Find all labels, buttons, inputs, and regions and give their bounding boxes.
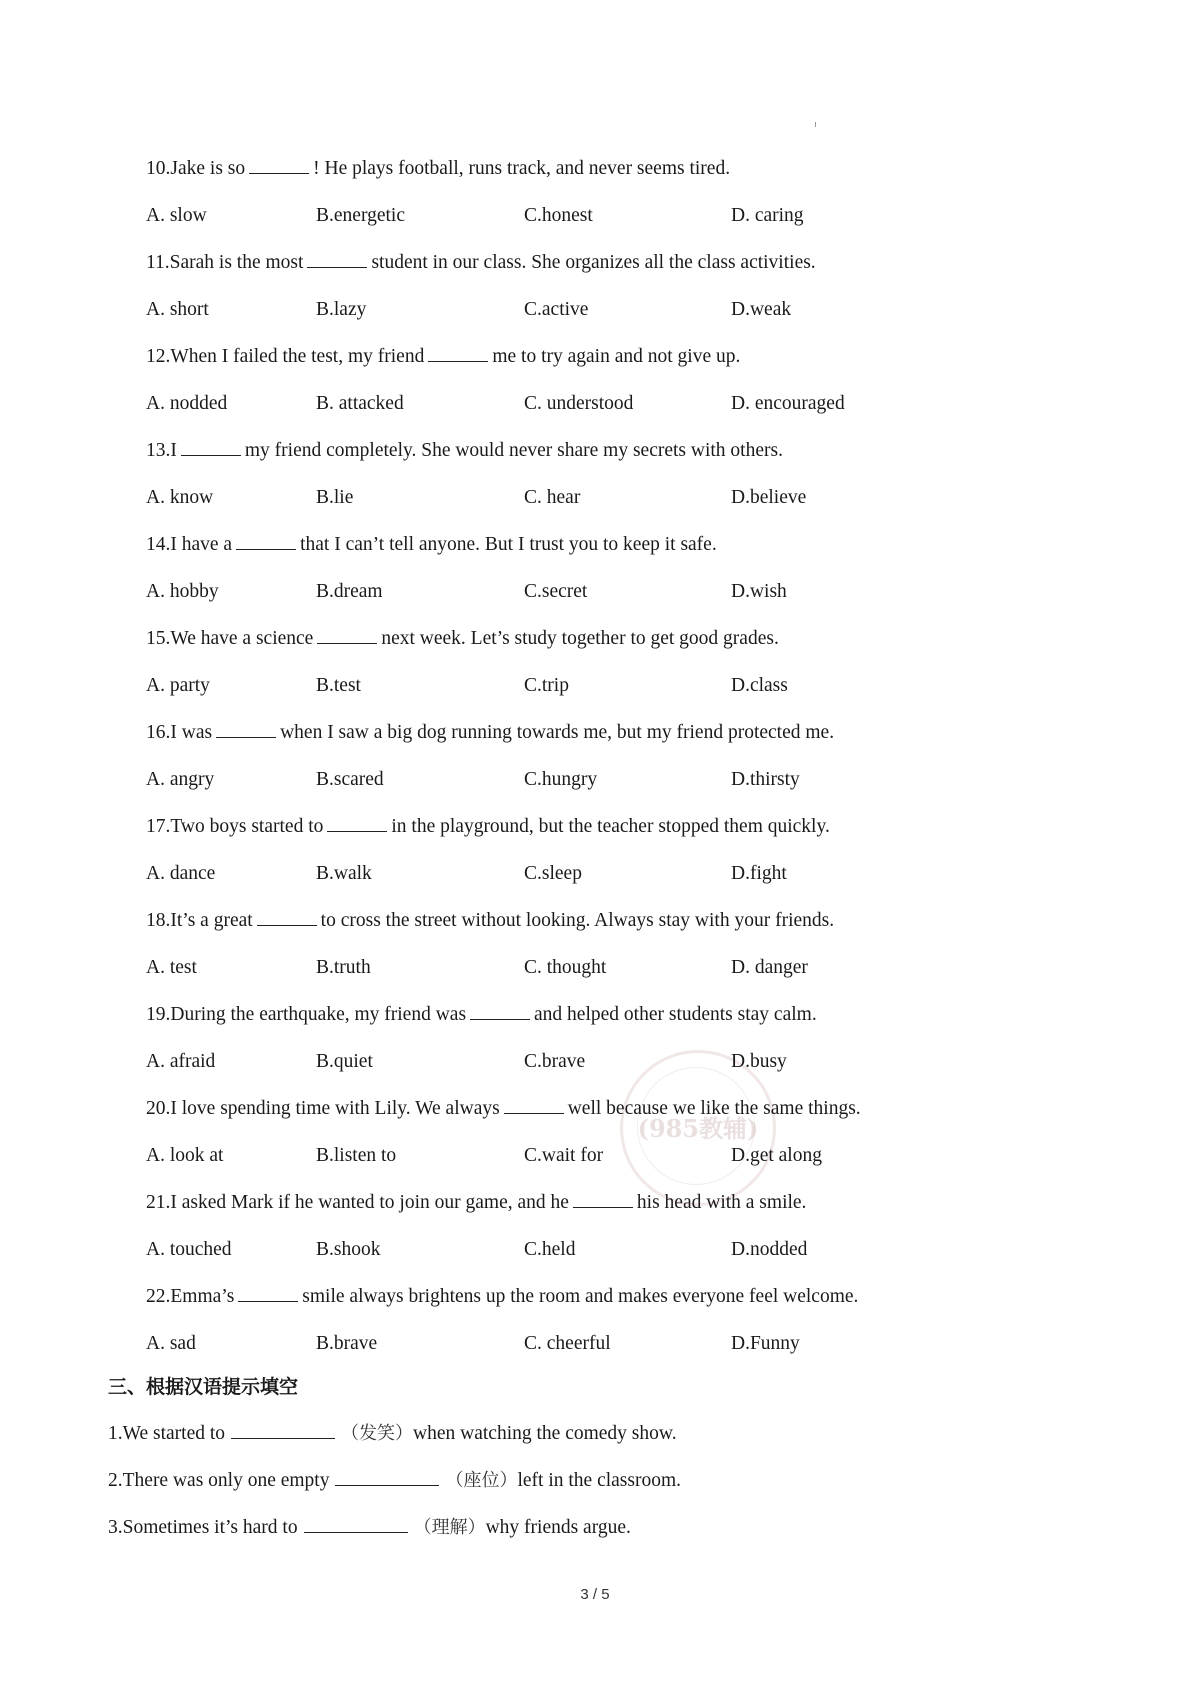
question-text-after: when I saw a big dog running towards me, but my friend protected me.: [280, 722, 835, 743]
option-d[interactable]: D.believe: [731, 487, 807, 508]
question-text-after: ! He plays football, runs track, and never seems tired.: [313, 158, 731, 179]
option-d[interactable]: D.nodded: [731, 1239, 808, 1260]
answer-blank[interactable]: [428, 341, 488, 362]
question-stem: [146, 427, 1046, 474]
option-a[interactable]: A. slow: [146, 205, 207, 226]
question-text-before: 16.I was: [146, 722, 213, 743]
question-stem: [146, 709, 1046, 756]
option-b[interactable]: B.quiet: [316, 1051, 373, 1072]
question-stem: [146, 333, 1046, 380]
question-stem: [146, 239, 1046, 286]
option-d[interactable]: D.fight: [731, 863, 787, 884]
option-b[interactable]: B.test: [316, 675, 361, 696]
fill-text-before: 2.There was only one empty: [108, 1470, 330, 1491]
answer-blank[interactable]: [335, 1465, 439, 1486]
answer-blank[interactable]: [249, 153, 309, 174]
option-b[interactable]: B.lie: [316, 487, 354, 508]
option-a[interactable]: A. afraid: [146, 1051, 216, 1072]
option-d[interactable]: D.weak: [731, 299, 792, 320]
answer-blank[interactable]: [327, 811, 387, 832]
question-text-after: next week. Let’s study together to get good grades.: [381, 628, 779, 649]
options-row: [146, 1038, 1046, 1085]
chinese-hint: （发笑）: [341, 1423, 414, 1444]
question-text-after: well because we like the same things.: [567, 1098, 861, 1119]
option-c[interactable]: C.trip: [524, 675, 569, 696]
option-a[interactable]: A. short: [146, 299, 209, 320]
question-text-before: 20.I love spending time with Lily. We always: [146, 1098, 500, 1119]
answer-blank[interactable]: [231, 1418, 335, 1439]
options-row: [146, 944, 1046, 991]
margin-mark: [815, 122, 816, 127]
fill-in-list: [108, 1410, 1008, 1551]
option-d[interactable]: D.busy: [731, 1051, 787, 1072]
question-text-after: and helped other students stay calm.: [534, 1004, 817, 1025]
fill-item: [108, 1410, 1008, 1457]
answer-blank[interactable]: [504, 1093, 564, 1114]
option-d[interactable]: D.wish: [731, 581, 787, 602]
option-d[interactable]: D.get along: [731, 1145, 822, 1166]
option-b[interactable]: B.scared: [316, 769, 384, 790]
question-text-before: 12.When I failed the test, my friend: [146, 346, 425, 367]
question-text-before: 18.It’s a great: [146, 910, 253, 931]
chinese-hint: （理解）: [413, 1517, 486, 1538]
option-c[interactable]: C.wait for: [524, 1145, 604, 1166]
question-text-before: 22.Emma’s: [146, 1286, 235, 1307]
option-b[interactable]: B.energetic: [316, 205, 405, 226]
fill-text-before: 1.We started to: [108, 1423, 226, 1444]
answer-blank[interactable]: [216, 717, 276, 738]
option-c[interactable]: C. thought: [524, 957, 607, 978]
option-a[interactable]: A. know: [146, 487, 214, 508]
section-heading: 三、根据汉语提示填空: [108, 1376, 299, 1398]
option-b[interactable]: B.shook: [316, 1239, 381, 1260]
question-text-after: his head with a smile.: [636, 1192, 807, 1213]
question-stem: [146, 521, 1046, 568]
answer-blank[interactable]: [304, 1512, 408, 1533]
question-list: [146, 145, 1046, 1367]
option-b[interactable]: B.listen to: [316, 1145, 397, 1166]
options-row: [146, 380, 1046, 427]
option-c[interactable]: C.honest: [524, 205, 593, 226]
option-b[interactable]: B.walk: [316, 863, 372, 884]
options-row: [146, 756, 1046, 803]
option-b[interactable]: B.lazy: [316, 299, 367, 320]
options-row: [146, 662, 1046, 709]
option-b[interactable]: B. attacked: [316, 393, 404, 414]
option-d[interactable]: D.thirsty: [731, 769, 800, 790]
option-a[interactable]: A. touched: [146, 1239, 232, 1260]
question-text-before: 11.Sarah is the most: [146, 252, 304, 273]
question-stem: [146, 1085, 1046, 1132]
question-stem: [146, 803, 1046, 850]
option-a[interactable]: A. nodded: [146, 393, 228, 414]
watermark-text: (985教辅): [637, 1114, 759, 1143]
chinese-hint: （座位）: [445, 1470, 518, 1491]
option-a[interactable]: A. sad: [146, 1333, 196, 1354]
question-text-after: student in our class. She organizes all the class activities.: [371, 252, 816, 273]
option-a[interactable]: A. angry: [146, 769, 215, 790]
fill-item: [108, 1457, 1008, 1504]
fill-text-before: 3.Sometimes it’s hard to: [108, 1517, 298, 1538]
fill-text-after: left in the classroom.: [517, 1470, 682, 1491]
option-c[interactable]: C.held: [524, 1239, 576, 1260]
option-d[interactable]: D. danger: [731, 957, 808, 978]
options-row: [146, 1320, 1046, 1367]
question-text-after: my friend completely. She would never share my secrets with others.: [244, 440, 783, 461]
question-stem: [146, 145, 1046, 192]
question-text-before: 14.I have a: [146, 534, 233, 555]
question-text-after: smile always brightens up the room and makes everyone feel welcome.: [302, 1286, 859, 1307]
option-b[interactable]: B.brave: [316, 1333, 378, 1354]
options-row: [146, 192, 1046, 239]
options-row: [146, 474, 1046, 521]
options-row: [146, 850, 1046, 897]
options-row: [146, 568, 1046, 615]
option-b[interactable]: B.dream: [316, 581, 383, 602]
option-a[interactable]: A. dance: [146, 863, 216, 884]
question-stem: [146, 1273, 1046, 1320]
question-text-before: 21.I asked Mark if he wanted to join our game, and he: [146, 1192, 569, 1213]
options-row: [146, 1132, 1046, 1179]
question-stem: [146, 1179, 1046, 1226]
question-text-after: to cross the street without looking. Always stay with your friends.: [320, 910, 835, 931]
option-d[interactable]: D.Funny: [731, 1333, 800, 1354]
option-a[interactable]: A. party: [146, 675, 210, 696]
option-d[interactable]: D. caring: [731, 205, 804, 226]
answer-blank[interactable]: [573, 1187, 633, 1208]
option-a[interactable]: A. test: [146, 957, 197, 978]
option-c[interactable]: C. cheerful: [524, 1333, 611, 1354]
fill-text-after: why friends argue.: [485, 1517, 631, 1538]
answer-blank[interactable]: [181, 435, 241, 456]
option-c[interactable]: C.sleep: [524, 863, 582, 884]
question-text-before: 10.Jake is so: [146, 158, 246, 179]
option-c[interactable]: C. hear: [524, 487, 581, 508]
answer-blank[interactable]: [238, 1281, 298, 1302]
option-d[interactable]: D.class: [731, 675, 788, 696]
answer-blank[interactable]: [470, 999, 530, 1020]
question-text-before: 17.Two boys started to: [146, 816, 324, 837]
question-text-before: 19.During the earthquake, my friend was: [146, 1004, 467, 1025]
page-number: 3 / 5: [580, 1586, 610, 1603]
fill-text-after: when watching the comedy show.: [413, 1423, 677, 1444]
option-c[interactable]: C.brave: [524, 1051, 586, 1072]
question-stem: [146, 991, 1046, 1038]
question-text-before: 13.I: [146, 440, 177, 461]
option-b[interactable]: B.truth: [316, 957, 371, 978]
question-stem: [146, 897, 1046, 944]
option-d[interactable]: D. encouraged: [731, 393, 845, 414]
option-c[interactable]: C.secret: [524, 581, 588, 602]
options-row: [146, 286, 1046, 333]
question-text-after: me to try again and not give up.: [492, 346, 741, 367]
option-c[interactable]: C. understood: [524, 393, 634, 414]
option-c[interactable]: C.active: [524, 299, 589, 320]
question-text-after: in the playground, but the teacher stopped them quickly.: [391, 816, 830, 837]
question-stem: [146, 615, 1046, 662]
answer-blank[interactable]: [257, 905, 317, 926]
option-c[interactable]: C.hungry: [524, 769, 598, 790]
answer-blank[interactable]: [236, 529, 296, 550]
fill-item: [108, 1504, 1008, 1551]
question-text-before: 15.We have a science: [146, 628, 314, 649]
option-a[interactable]: A. look at: [146, 1145, 224, 1166]
options-row: [146, 1226, 1046, 1273]
option-a[interactable]: A. hobby: [146, 581, 219, 602]
answer-blank[interactable]: [317, 623, 377, 644]
question-text-after: that I can’t tell anyone. But I trust you to keep it safe.: [300, 534, 717, 555]
answer-blank[interactable]: [307, 247, 367, 268]
